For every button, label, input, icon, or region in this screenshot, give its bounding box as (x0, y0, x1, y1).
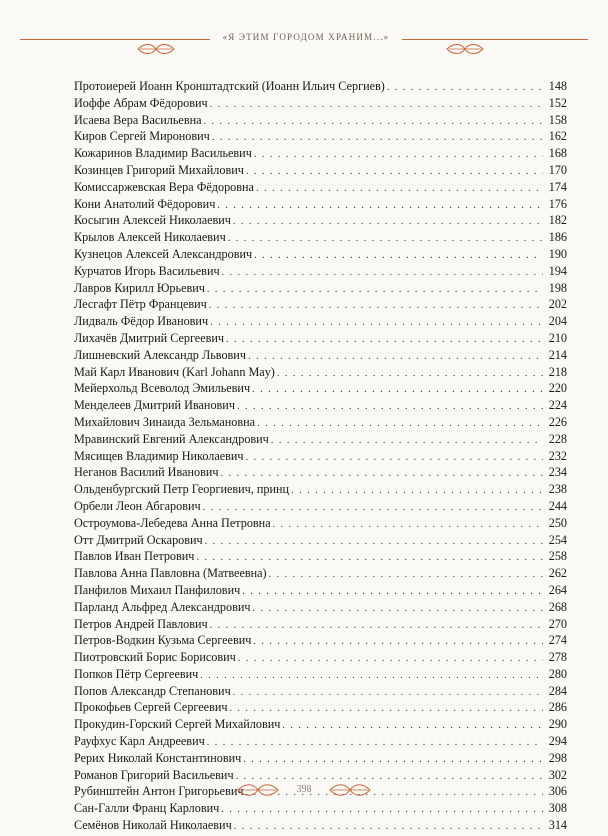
entry-name: Лесгафт Пётр Францевич (74, 297, 207, 312)
toc-entry (74, 196, 567, 213)
dot-leader (207, 282, 543, 297)
dot-leader (233, 214, 543, 229)
toc-entry (74, 616, 567, 633)
dot-leader (222, 265, 543, 280)
dot-leader (196, 550, 543, 565)
entry-name: Остроумова-Лебедева Анна Петровна (74, 515, 271, 530)
dot-leader (271, 433, 543, 448)
entry-page-number: 238 (548, 482, 567, 497)
toc-entry (74, 397, 567, 414)
dot-leader (253, 634, 543, 649)
header-rule-left (20, 39, 210, 40)
dot-leader (203, 500, 543, 515)
entry-page-number: 214 (548, 347, 567, 362)
entry-name: Орбели Леон Абгарович (74, 498, 201, 513)
toc-entry (74, 683, 567, 700)
toc-entry (74, 699, 567, 716)
toc-entry (74, 716, 567, 733)
entry-name: Лихачёв Дмитрий Сергеевич (74, 330, 225, 345)
toc-entry (74, 128, 567, 145)
dot-leader (291, 483, 543, 498)
entry-name: Петров-Водкин Кузьма Сергеевич (74, 633, 252, 648)
entry-page-number: 168 (548, 146, 567, 161)
toc-entry (74, 448, 567, 465)
dot-leader (204, 114, 543, 129)
dot-leader (221, 466, 543, 481)
entry-page-number: 290 (548, 717, 567, 732)
dot-leader (256, 181, 543, 196)
entry-page-number: 286 (548, 700, 567, 715)
entry-name: Михайлович Зинаида Зельмановна (74, 414, 256, 429)
entry-page-number: 306 (548, 784, 567, 799)
toc-entry (74, 464, 567, 481)
dot-leader (254, 147, 543, 162)
entry-name: Кожаринов Владимир Васильевич (74, 146, 252, 161)
entry-page-number: 278 (548, 650, 567, 665)
dot-leader (207, 735, 543, 750)
dot-leader (257, 416, 543, 431)
entry-name: Май Карл Иванович (Karl Johann May) (74, 364, 275, 379)
toc-entry (74, 296, 567, 313)
entry-page-number: 224 (548, 398, 567, 413)
entry-page-number: 148 (548, 79, 567, 93)
entry-name: Протоиерей Иоанн Кронштадтский (Иоанн Ильич Сергиев) (74, 79, 385, 93)
entry-page-number: 218 (548, 364, 567, 379)
toc-entry (74, 750, 567, 767)
entry-page-number: 250 (548, 515, 567, 530)
table-of-contents (74, 78, 567, 834)
toc-entry (74, 112, 567, 129)
entry-name: Рерих Николай Константинович (74, 750, 242, 765)
entry-page-number: 190 (548, 246, 567, 261)
entry-page-number: 302 (548, 767, 567, 782)
entry-name: Кони Анатолий Фёдорович (74, 196, 216, 211)
entry-name: Кузнецов Алексей Александрович (74, 246, 253, 261)
toc-entry (74, 229, 567, 246)
entry-name: Отт Дмитрий Оскарович (74, 532, 203, 547)
entry-name: Мравинский Евгений Александрович (74, 431, 269, 446)
dot-leader (277, 366, 543, 381)
entry-page-number: 234 (548, 465, 567, 480)
toc-entry (74, 582, 567, 599)
toc-entry (74, 431, 567, 448)
dot-leader (226, 332, 543, 347)
entry-page-number: 186 (548, 230, 567, 245)
entry-page-number: 198 (548, 280, 567, 295)
toc-entry (74, 78, 567, 95)
header-rule-right (402, 39, 588, 40)
entry-name: Панфилов Михаил Панфилович (74, 582, 241, 597)
entry-page-number: 294 (548, 734, 567, 749)
page-footer (0, 776, 608, 806)
entry-name: Иоффе Абрам Фёдорович (74, 95, 208, 110)
toc-entry (74, 95, 567, 112)
entry-page-number: 308 (548, 801, 567, 816)
entry-page-number: 228 (548, 431, 567, 446)
entry-name: Исаева Вера Васильевна (74, 112, 202, 127)
dot-leader (282, 718, 543, 733)
entry-page-number: 220 (548, 381, 567, 396)
toc-entry (74, 733, 567, 750)
dot-leader (217, 198, 543, 213)
dot-leader (230, 701, 544, 716)
entry-name: Павлова Анна Павловна (Матвеевна) (74, 566, 267, 581)
page-number: 398 (296, 784, 312, 795)
dot-leader (253, 601, 543, 616)
entry-page-number: 202 (548, 297, 567, 312)
entry-page-number: 194 (548, 263, 567, 278)
dot-leader (273, 517, 543, 532)
dot-leader (209, 298, 543, 313)
entry-name: Семёнов Николай Николаевич (74, 818, 232, 833)
toc-entry (74, 330, 567, 347)
dot-leader (243, 752, 543, 767)
entry-name: Лавров Кирилл Юрьевич (74, 280, 205, 295)
dot-leader (210, 618, 543, 633)
toc-entry (74, 162, 567, 179)
entry-name: Романов Григорий Васильевич (74, 767, 234, 782)
entry-page-number: 284 (548, 683, 567, 698)
dot-leader (234, 819, 543, 834)
toc-entry (74, 649, 567, 666)
toc-entry (74, 532, 567, 549)
toc-entry (74, 364, 567, 381)
toc-entry (74, 145, 567, 162)
entry-page-number: 258 (548, 549, 567, 564)
entry-name: Неганов Василий Иванович (74, 465, 219, 480)
dot-leader (387, 80, 543, 95)
entry-name: Курчатов Игорь Васильевич (74, 263, 220, 278)
dot-leader (233, 685, 543, 700)
dot-leader (238, 651, 543, 666)
entry-name: Прокофьев Сергей Сергеевич (74, 700, 228, 715)
entry-page-number: 270 (548, 616, 567, 631)
entry-name: Косыгин Алексей Николаевич (74, 213, 231, 228)
leaf-ornament-icon (236, 782, 280, 798)
entry-name: Рубинштейн Антон Григорьевич (74, 784, 244, 799)
dot-leader (210, 315, 543, 330)
entry-page-number: 152 (548, 95, 567, 110)
entry-name: Рауфхус Карл Андреевич (74, 734, 205, 749)
toc-entry (74, 498, 567, 515)
entry-page-number: 262 (548, 566, 567, 581)
leaf-ornament-icon (136, 42, 176, 56)
entry-page-number: 268 (548, 599, 567, 614)
entry-name: Попков Пётр Сергеевич (74, 666, 199, 681)
entry-page-number: 226 (548, 414, 567, 429)
toc-entry (74, 599, 567, 616)
toc-entry (74, 380, 567, 397)
dot-leader (212, 130, 543, 145)
entry-page-number: 254 (548, 532, 567, 547)
entry-name: Козинцев Григорий Михайлович (74, 162, 244, 177)
entry-page-number: 264 (548, 582, 567, 597)
entry-name: Мясищев Владимир Николаевич (74, 448, 244, 463)
entry-page-number: 280 (548, 666, 567, 681)
toc-entry (74, 246, 567, 263)
entry-name: Менделеев Дмитрий Иванович (74, 398, 235, 413)
entry-page-number: 244 (548, 498, 567, 513)
toc-entry (74, 632, 567, 649)
dot-leader (254, 248, 543, 263)
entry-page-number: 210 (548, 330, 567, 345)
entry-page-number: 274 (548, 633, 567, 648)
entry-name: Крылов Алексей Николаевич (74, 230, 226, 245)
toc-entry (74, 548, 567, 565)
entry-name: Попов Александр Степанович (74, 683, 231, 698)
dot-leader (228, 231, 543, 246)
dot-leader (246, 164, 543, 179)
dot-leader (205, 534, 543, 549)
entry-name: Прокудин-Горский Сергей Михайлович (74, 717, 281, 732)
dot-leader (242, 584, 543, 599)
leaf-ornament-icon (328, 782, 372, 798)
leaf-ornament-icon (445, 42, 485, 56)
toc-entry (74, 212, 567, 229)
dot-leader (248, 349, 543, 364)
entry-page-number: 158 (548, 112, 567, 127)
running-title: «Я ЭТИМ ГОРОДОМ ХРАНИМ...» (222, 32, 390, 42)
toc-entry (74, 666, 567, 683)
toc-entry (74, 347, 567, 364)
entry-page-number: 204 (548, 314, 567, 329)
entry-name: Сан-Галли Франц Карлович (74, 801, 220, 816)
entry-page-number: 314 (548, 818, 567, 833)
toc-entry (74, 515, 567, 532)
toc-entry (74, 313, 567, 330)
toc-entry (74, 481, 567, 498)
dot-leader (246, 450, 543, 465)
entry-name: Петров Андрей Павлович (74, 616, 208, 631)
page-header (20, 30, 588, 50)
entry-name: Лишневский Александр Львович (74, 347, 246, 362)
entry-name: Павлов Иван Петрович (74, 549, 195, 564)
dot-leader (237, 399, 543, 414)
entry-name: Комиссаржевская Вера Фёдоровна (74, 179, 254, 194)
dot-leader (269, 567, 543, 582)
entry-page-number: 182 (548, 213, 567, 228)
entry-page-number: 162 (548, 129, 567, 144)
entry-page-number: 298 (548, 750, 567, 765)
entry-name: Лидваль Фёдор Иванович (74, 314, 209, 329)
entry-name: Киров Сергей Миронович (74, 129, 210, 144)
toc-entry (74, 817, 567, 834)
entry-name: Парланд Альфред Александрович (74, 599, 251, 614)
entry-page-number: 176 (548, 196, 567, 211)
toc-entry (74, 414, 567, 431)
entry-name: Пиотровский Борис Борисович (74, 650, 236, 665)
toc-entry (74, 280, 567, 297)
entry-name: Ольденбургский Петр Георгиевич, принц (74, 482, 290, 497)
entry-page-number: 174 (548, 179, 567, 194)
toc-entry (74, 263, 567, 280)
dot-leader (210, 97, 543, 112)
toc-entry (74, 565, 567, 582)
toc-entry (74, 179, 567, 196)
entry-page-number: 232 (548, 448, 567, 463)
dot-leader (252, 382, 543, 397)
entry-name: Мейерхольд Всеволод Эмильевич (74, 381, 251, 396)
dot-leader (200, 668, 543, 683)
entry-page-number: 170 (548, 162, 567, 177)
